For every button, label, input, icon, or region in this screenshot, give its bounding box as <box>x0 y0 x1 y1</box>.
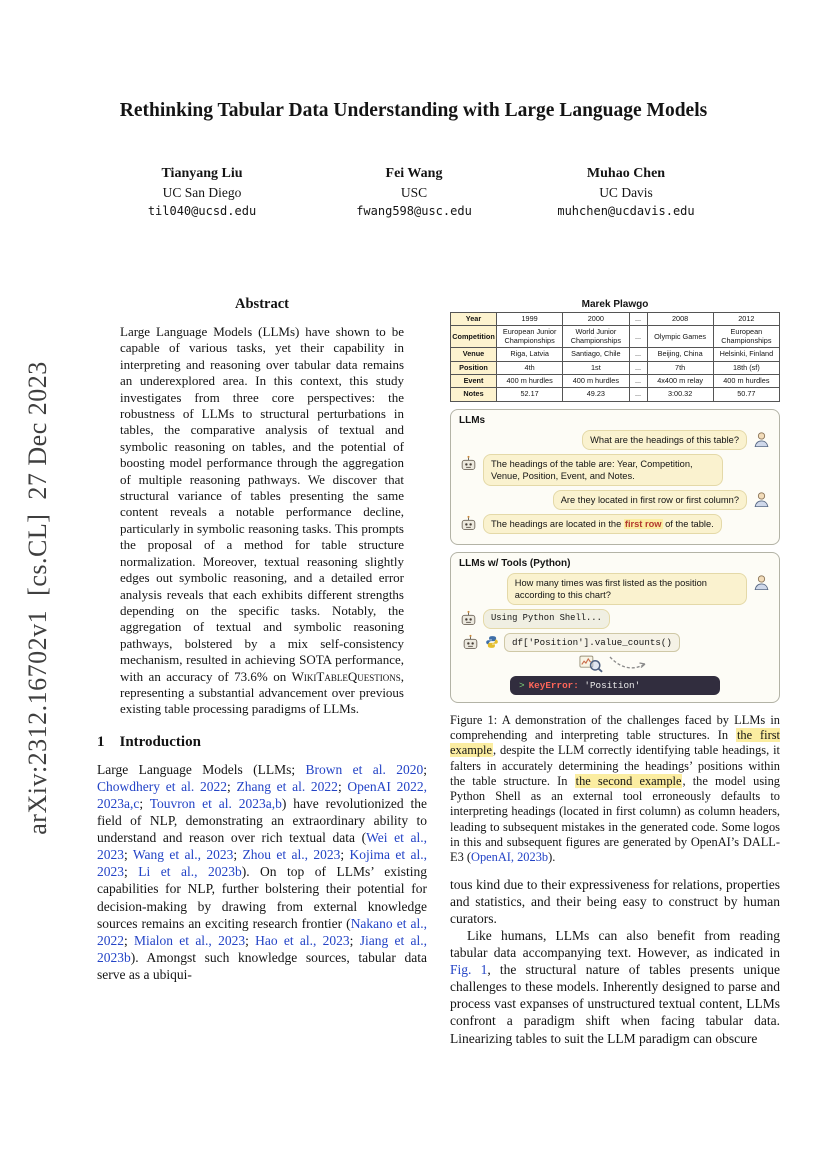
text-segment: of the table. <box>662 519 714 530</box>
figure-1 <box>450 299 780 866</box>
text-segment: ). On top of LLMs’ existing capabilities for NLP, further bolstering their potential for decision-making by drawing from external knowledge sources remains an exciting research frontier ( <box>97 864 428 931</box>
figure-table-cell: 400 m hurdles <box>563 374 629 387</box>
llms-tools-chat <box>459 573 771 629</box>
author-1 <box>97 166 307 218</box>
figure-table-cell: 49.23 <box>563 388 629 401</box>
figure-table-cell: 52.17 <box>497 388 563 401</box>
terminal-prompt: > <box>519 679 525 691</box>
intro-paragraph <box>97 761 427 983</box>
text-segment: ; <box>337 778 348 794</box>
figure-table-cell: 400 m hurdles <box>713 374 779 387</box>
chat-bubble <box>483 514 722 534</box>
right-paragraph-1 <box>450 876 780 927</box>
citation-link[interactable]: Zhou et al., 2023 <box>242 847 341 863</box>
author-name: Fei Wang <box>385 166 443 181</box>
llms-chat <box>459 430 771 534</box>
figure-table-cell: European Championships <box>713 326 779 348</box>
abstract-heading: Abstract <box>235 296 289 312</box>
highlight-text: the first example <box>450 728 780 758</box>
figure-table-cell: World Junior Championships <box>563 326 629 348</box>
text-segment: ; <box>340 847 350 863</box>
citation-link[interactable]: Nakano et al., 2022 <box>97 915 428 948</box>
figure-table-cell: Riga, Latvia <box>497 348 563 361</box>
figure-table-cell: ... <box>629 348 647 361</box>
left-column <box>97 296 427 983</box>
section-heading-introduction <box>97 734 427 751</box>
citation-link[interactable]: Wei et al., 2023 <box>97 830 428 863</box>
text-segment: ; <box>124 864 139 880</box>
text-segment: ; <box>139 795 150 811</box>
figure-table-cell: 2012 <box>713 313 779 326</box>
figure-table-cell: 3:00.32 <box>647 388 713 401</box>
robot-avatar-icon <box>459 609 478 628</box>
chat-bubble <box>483 609 610 628</box>
llms-panel <box>450 409 780 545</box>
text-segment: How many times was first listed as the position according to this chart? <box>514 578 707 601</box>
citation-link[interactable]: OpenAI 2022, 2023a,c <box>97 778 427 811</box>
author-affiliation: UC San Diego <box>162 185 242 200</box>
citation-link[interactable]: Touvron et al. 2023a,b <box>149 795 282 811</box>
text-segment: ; <box>226 778 237 794</box>
text-segment: ; <box>423 761 427 777</box>
figure-table-header-cell: Notes <box>451 388 497 401</box>
text-segment: ). Amongst such knowledge sources, tabular data serve as a ubiqui- <box>97 949 427 982</box>
citation-link[interactable]: Brown et al. 2020 <box>305 761 424 777</box>
inspect-chart-icon <box>579 654 603 673</box>
text-segment: , representing a substantial advancement over previous existing table processing paradigms of LLMs. <box>120 668 404 717</box>
figure-table-header-cell: Event <box>451 374 497 387</box>
figure-table-cell: Beijing, China <box>647 348 713 361</box>
right-paragraph-2 <box>450 927 780 1047</box>
citation-link[interactable]: Zhang et al. 2022 <box>236 778 338 794</box>
figure-table-cell: 7th <box>647 361 713 374</box>
figure-table-cell: Helsinki, Finland <box>713 348 779 361</box>
figure-table-row <box>451 348 780 361</box>
text-segment: Using Python Shell... <box>491 613 602 624</box>
text-segment: Like humans, LLMs can also benefit from reading tabular data accompanying text. However, as indicated in <box>450 927 780 961</box>
citation-link[interactable]: Jiang et al., 2023b <box>97 932 427 965</box>
author-affiliation: UC Davis <box>599 185 653 200</box>
figure-table-cell: ... <box>629 374 647 387</box>
right-column <box>450 299 780 1047</box>
figure-table-header-cell: Position <box>451 361 497 374</box>
text-segment: ; <box>124 847 133 863</box>
text-segment: ; <box>233 847 243 863</box>
author-3 <box>521 166 731 218</box>
figure-table-row <box>451 374 780 387</box>
flow-arrow-icon <box>607 654 651 672</box>
chat-message-row <box>459 454 771 486</box>
text-segment: ; <box>349 932 360 948</box>
figure-table-header-cell: Venue <box>451 348 497 361</box>
citation-link[interactable]: Wang et al., 2023 <box>132 847 234 863</box>
chat-bubble <box>483 454 723 486</box>
text-segment: The headings are located in the <box>491 519 624 530</box>
text-segment: ) have revolutionized the field of NLP, demonstrating an extraordinary ability to understand and reason over rich textual data ( <box>97 795 428 846</box>
figure-table-title: Marek Plawgo <box>581 299 649 310</box>
figure-table-cell: 1999 <box>497 313 563 326</box>
flow-row <box>459 654 771 673</box>
figure-table-cell: 400 m hurdles <box>497 374 563 387</box>
citation-link[interactable]: Mialon et al., 2023 <box>134 932 246 948</box>
figure-table-header-cell: Competition <box>451 326 497 348</box>
author-name: Muhao Chen <box>586 166 666 181</box>
author-email: fwang598@usc.edu <box>356 204 472 218</box>
author-affiliation: USC <box>400 185 428 200</box>
figure-table-cell: ... <box>629 388 647 401</box>
citation-link[interactable]: Chowdhery et al. 2022 <box>97 778 227 794</box>
chat-message-row <box>459 430 771 450</box>
robot-avatar-icon <box>461 633 480 652</box>
llms-panel-label: LLMs <box>459 414 486 426</box>
paper-title: Rethinking Tabular Data Understanding with Large Language Models <box>119 100 708 121</box>
figure-table-row <box>451 313 780 326</box>
text-segment: Are they located in first row or first column? <box>560 494 739 505</box>
citation-link[interactable]: Kojima et al., 2023 <box>97 847 427 880</box>
chat-message-row <box>459 514 771 534</box>
citation-link[interactable]: Fig. 1 <box>450 962 488 978</box>
figure-table-row <box>451 326 780 348</box>
text-segment: tous kind due to their expressiveness for relations, properties and statistics, and their being easy to construct by human curators. <box>450 876 780 926</box>
text-segment: , the structural nature of tables presents unique challenges to these models. Inherently designed to parse and process vast expanses of unstructured textual content, LLMs confront a paradigm shift when facing tabular data. Linearizing tables to suit the LLM paradigm can obscure <box>450 962 781 1046</box>
text-segment: , the model using Python Shell as an external tool erroneously defaults to interpreting headings (located in first column) as column headers, leading to subsequent mistakes in the generated code. Some logos in this and subsequent figures are generated by OpenAI’s DALL-E3 ( <box>450 773 780 865</box>
figure-table-cell: 50.77 <box>713 388 779 401</box>
abstract-text <box>120 324 404 718</box>
figure-table-cell: European Junior Championships <box>497 326 563 348</box>
figure-table-cell: 2000 <box>563 313 629 326</box>
error-value: 'Position' <box>578 679 641 691</box>
author-email: muhchen@ucdavis.edu <box>557 204 695 218</box>
figure-table-cell: ... <box>629 326 647 348</box>
section-number: 1 <box>97 733 105 750</box>
user-avatar-icon <box>752 490 771 509</box>
figure-table-cell: Olympic Games <box>647 326 713 348</box>
author-2 <box>309 166 519 218</box>
text-segment: ; <box>245 932 256 948</box>
chat-message-row <box>459 490 771 510</box>
figure-table-cell: 2008 <box>647 313 713 326</box>
user-avatar-icon <box>752 573 771 592</box>
chat-bubble <box>507 573 747 605</box>
figure-table-cell: Santiago, Chile <box>563 348 629 361</box>
user-avatar-icon <box>752 430 771 449</box>
figure-table-row <box>451 361 780 374</box>
robot-avatar-icon <box>459 454 478 473</box>
text-segment: ; <box>124 932 135 948</box>
author-block-row <box>97 166 731 218</box>
robot-avatar-icon <box>459 514 478 533</box>
author-name: Tianyang Liu <box>161 166 243 181</box>
author-email: til040@ucsd.edu <box>147 204 257 218</box>
text-segment: Large Language Models (LLMs) have shown to be capable of various tasks, yet their capability in interpreting and reasoning over tabular data remains an underexplored area. In this context, this study investigates from three core perspectives: the robustness of LLMs to structural perturbations in tables, the comparative analysis of textual and symbolic reasoning on tables, and the potential of boosting model performance through the aggregation of multiple reasoning pathways. We discover that structural variance of tables presenting the same content reveals a notable performance decline, particularly in symbolic reasoning tasks. This prompts the proposal of a method for table structure normalization. Moreover, textual reasoning slightly edges out symbolic reasoning, and a detailed error analysis reveals that each exhibits different strengths depending on the specific tasks. Notably, the aggregation of textual and symbolic reasoning pathways, bolstered by a mix self-consistency mechanism, resulted in achieving SOTA performance, with an accuracy of 73.6% on <box>120 324 404 684</box>
text-segment: The headings of the table are: Year, Competition, Venue, Position, Event, and Notes. <box>491 458 693 481</box>
python-code: df['Position'].value_counts() <box>504 633 680 652</box>
chat-bubble <box>582 430 747 450</box>
figure-table-header-cell: Year <box>451 313 497 326</box>
citation-link[interactable]: OpenAI, 2023b <box>471 850 549 865</box>
text-segment: What are the headings of this table? <box>590 434 739 445</box>
chat-message-row <box>459 573 771 605</box>
figure-table-cell: 4th <box>497 361 563 374</box>
highlight-text: the second example <box>575 773 682 788</box>
chat-bubble <box>553 490 747 510</box>
code-row <box>461 633 771 652</box>
arxiv-watermark: arXiv:2312.16702v1 [cs.CL] 27 Dec 2023 <box>23 361 52 835</box>
figure-table-cell: ... <box>629 313 647 326</box>
highlight-text: first row <box>624 519 662 530</box>
figure-table-row <box>451 388 780 401</box>
text-segment: , despite the LLM correctly identifying table headings, it falters in accurately determining the headings’ positions within the table structure. In <box>450 743 780 788</box>
citation-link[interactable]: Hao et al., 2023 <box>255 932 350 948</box>
terminal-output <box>510 676 720 695</box>
text-segment: Figure 1: A demonstration of the challenges faced by LLMs in comprehending and interpreting table structures. In <box>450 712 780 742</box>
citation-link[interactable]: Li et al., 2023b <box>138 864 242 880</box>
text-segment: ). <box>548 850 556 865</box>
text-segment: Large Language Models (LLMs; <box>97 761 306 777</box>
error-key: KeyError: <box>528 679 579 691</box>
figure-table-cell: 1st <box>563 361 629 374</box>
figure-table-cell: 4x400 m relay <box>647 374 713 387</box>
figure-table-cell: ... <box>629 361 647 374</box>
figure-table-cell: 18th (sf) <box>713 361 779 374</box>
figure-table <box>450 312 780 402</box>
chat-message-row <box>459 609 771 628</box>
figure-caption <box>450 713 780 866</box>
section-title: Introduction <box>119 733 201 750</box>
python-logo-icon <box>485 635 499 649</box>
llms-tools-panel-label: LLMs w/ Tools (Python) <box>459 558 571 570</box>
small-caps-text: WikiTableQuestions <box>291 668 401 684</box>
llms-tools-panel <box>450 552 780 703</box>
